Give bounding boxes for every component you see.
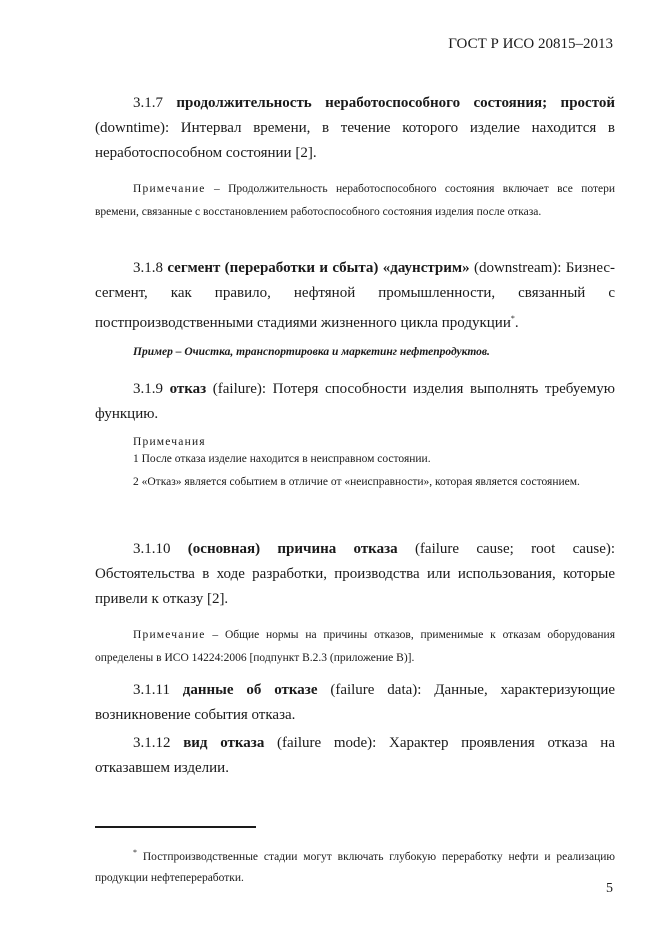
example-3-1-8 bbox=[95, 346, 615, 358]
footnote-mark: * bbox=[133, 848, 137, 857]
note-label: Примечание bbox=[133, 183, 206, 195]
term-3-1-12 bbox=[95, 731, 615, 781]
definition-paragraph bbox=[95, 377, 615, 427]
term-number: 3.1.7 bbox=[133, 95, 163, 111]
term-definition: (failure cause; root cause): Обстоятельства в ходе разработки, производства или использования, которые привели к отказу [2]. bbox=[95, 541, 616, 607]
definition-paragraph bbox=[95, 537, 615, 612]
term-3-1-10 bbox=[95, 537, 615, 612]
footnote-mark: * bbox=[510, 314, 515, 323]
term-3-1-8 bbox=[95, 256, 615, 336]
term-3-1-11 bbox=[95, 678, 615, 728]
example-paragraph bbox=[95, 346, 615, 358]
term-title: данные об отказе bbox=[182, 682, 318, 698]
term-number: 3.1.8 bbox=[133, 260, 163, 276]
notes-title: Примечания bbox=[133, 436, 206, 448]
term-title: отказ bbox=[169, 381, 207, 397]
term-definition: (failure): Потеря способности изделия выполнять требуемую функцию. bbox=[95, 381, 615, 422]
note-paragraph bbox=[95, 178, 615, 224]
note-text: – Общие нормы на причины отказов, применимые к отказам оборудования определены в ИСО 14224:2006 [подпункт В.2.3 (приложение В)]. bbox=[95, 629, 615, 664]
definition-paragraph bbox=[95, 91, 615, 166]
definition-paragraph bbox=[95, 731, 615, 781]
term-definition: (failure data): Данные, характеризующие возникновение события отказа. bbox=[95, 682, 616, 723]
note-3-1-7 bbox=[95, 178, 615, 224]
term-number: 3.1.12 bbox=[133, 735, 171, 751]
note-text: – Продолжительность неработоспособного состояния включает все потери времени, связанные с восстановлением работоспособного состояния изделия после отказа. bbox=[95, 183, 615, 218]
definition-paragraph bbox=[95, 256, 615, 336]
term-end: . bbox=[514, 315, 519, 331]
term-number: 3.1.9 bbox=[133, 381, 163, 397]
note-label: Примечание bbox=[133, 629, 206, 641]
note-1: 1 После отказа изделие находится в неисправном состоянии. bbox=[133, 453, 431, 465]
term-definition: (failure mode): Характер проявления отказа на отказавшем изделии. bbox=[95, 735, 615, 776]
footnote-text: Постпроизводственные стадии могут включать глубокую переработку нефти и реализацию продукции нефтепереработки. bbox=[95, 850, 615, 884]
document-header: ГОСТ Р ИСО 20815–2013 bbox=[448, 36, 613, 52]
example-text: – Очистка, транспортировка и маркетинг нефтепродуктов. bbox=[172, 346, 490, 358]
definition-paragraph bbox=[95, 678, 615, 728]
footnote bbox=[95, 842, 615, 889]
term-definition: (downstream): Бизнес-сегмент, как правило, нефтяной промышленности, связанный с постпроизводственными стадиями жизненного цикла продукции bbox=[95, 260, 616, 331]
term-3-1-7 bbox=[95, 91, 615, 166]
note-2: 2 «Отказ» является событием в отличие от «неисправности», которая является состоянием. bbox=[133, 476, 580, 488]
term-number: 3.1.10 bbox=[133, 541, 171, 557]
term-number: 3.1.11 bbox=[133, 682, 170, 698]
notes-3-1-9 bbox=[95, 436, 615, 494]
footnote-separator bbox=[95, 826, 256, 828]
note-paragraph bbox=[95, 624, 615, 670]
term-definition: (downtime): Интервал времени, в течение которого изделие находится в неработоспособном состоянии [2]. bbox=[95, 120, 615, 161]
page-number: 5 bbox=[606, 881, 613, 896]
term-3-1-9 bbox=[95, 377, 615, 427]
example-label: Пример bbox=[133, 346, 173, 358]
term-title: вид отказа bbox=[183, 735, 265, 751]
term-title: продолжительность неработоспособного состояния; простой bbox=[176, 95, 616, 111]
term-title: сегмент (переработки и сбыта) «даунстрим» bbox=[167, 260, 470, 276]
note-3-1-10 bbox=[95, 624, 615, 670]
term-title: (основная) причина отказа bbox=[187, 541, 398, 557]
